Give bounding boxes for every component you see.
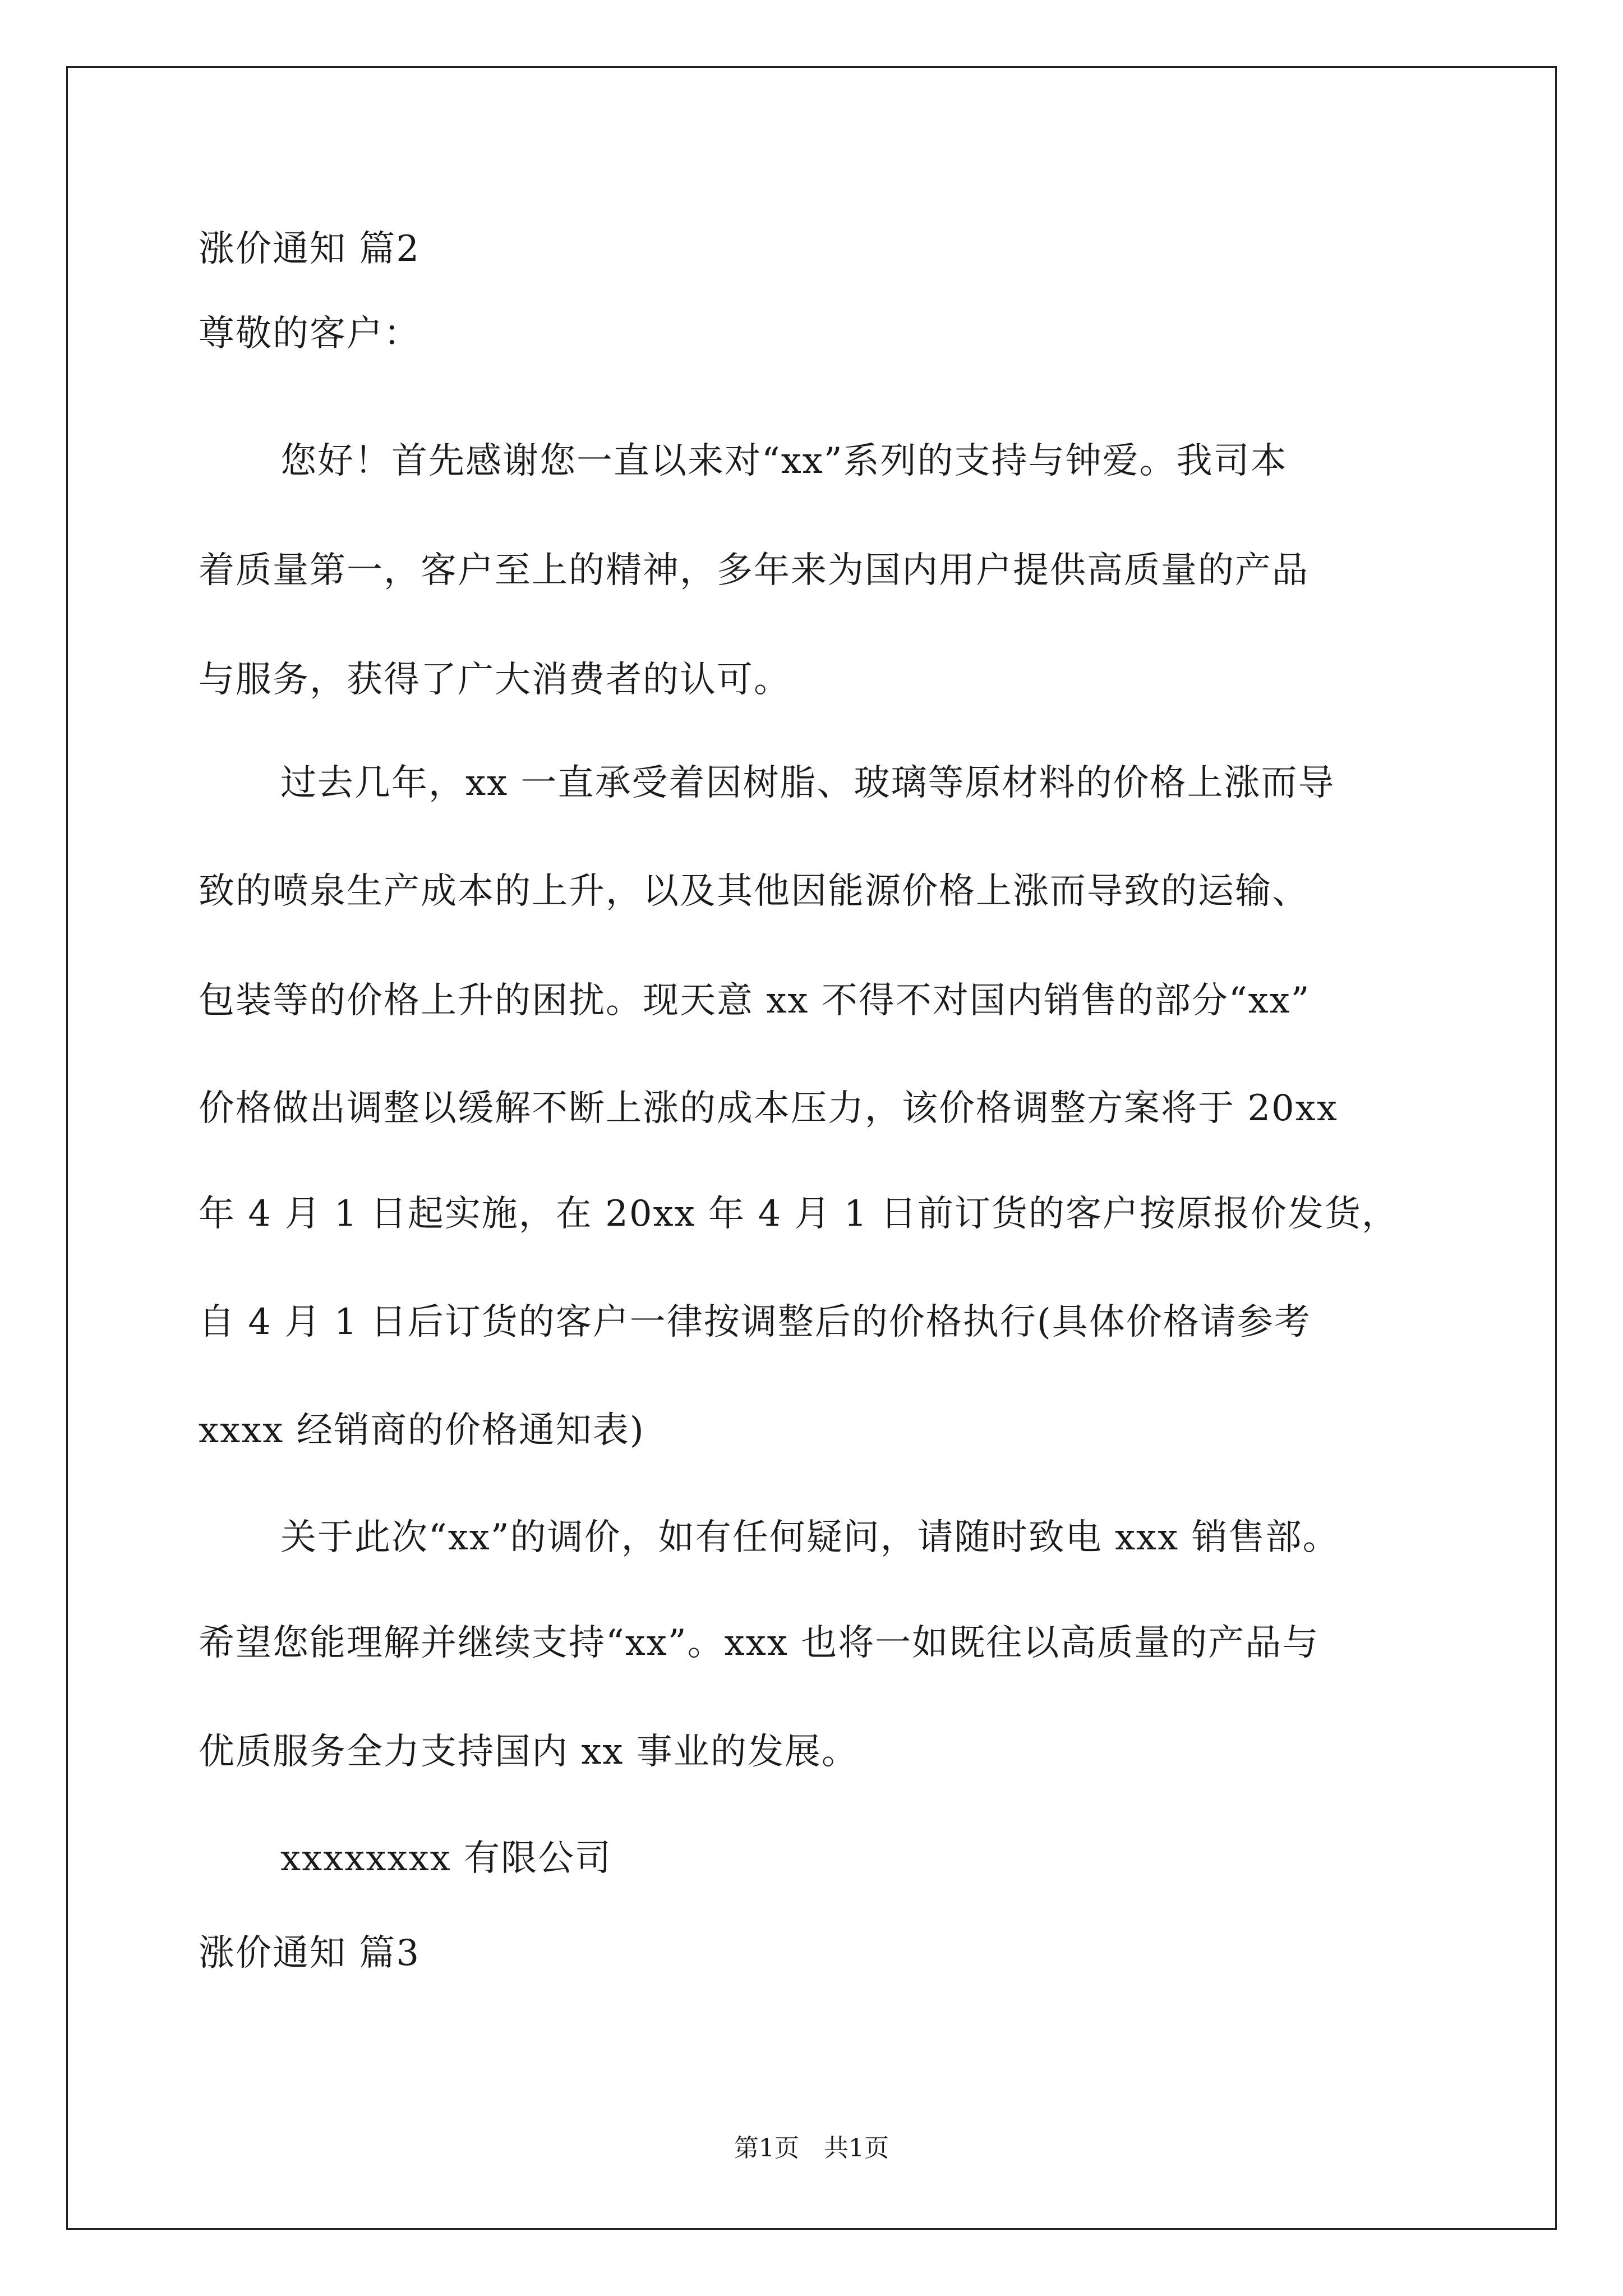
paragraph-line: 希望您能理解并继续支持“xx”。xxx 也将一如既往以高质量的产品与 [199, 1622, 1320, 1664]
page-number-footer: 第1页 共1页 [734, 2134, 889, 2162]
section-heading: 涨价通知 篇2 [199, 228, 421, 270]
company-signature: xxxxxxxx 有限公司 [280, 1838, 612, 1879]
paragraph-line: 过去几年，xx 一直承受着因树脂、玻璃等原材料的价格上涨而导 [280, 762, 1335, 804]
paragraph-line: 您好！首先感谢您一直以来对“xx”系列的支持与钟爱。我司本 [280, 440, 1288, 482]
paragraph-line: 年 4 月 1 日起实施，在 20xx 年 4 月 1 日前订货的客户按原报价发货， [199, 1193, 1399, 1235]
section-heading: 涨价通知 篇3 [199, 1932, 421, 1974]
salutation: 尊敬的客户： [199, 313, 421, 355]
paragraph-line: 包装等的价格上升的困扰。现天意 xx 不得不对国内销售的部分“xx” [199, 980, 1311, 1022]
paragraph-line: 与服务，获得了广大消费者的认可。 [199, 659, 791, 701]
paragraph-line: 关于此次“xx”的调价，如有任何疑问，请随时致电 xxx 销售部。 [280, 1517, 1340, 1558]
paragraph-line: xxxx 经销商的价格通知表) [199, 1410, 645, 1451]
paragraph-line: 价格做出调整以缓解不断上涨的成本压力，该价格调整方案将于 20xx [199, 1088, 1338, 1129]
paragraph-line: 致的喷泉生产成本的上升，以及其他因能源价格上涨而导致的运输、 [199, 871, 1309, 912]
paragraph-line: 优质服务全力支持国内 xx 事业的发展。 [199, 1731, 859, 1773]
paragraph-line: 着质量第一，客户至上的精神，多年来为国内用户提供高质量的产品 [199, 550, 1309, 591]
paragraph-line: 自 4 月 1 日后订货的客户一律按调整后的价格执行(具体价格请参考 [199, 1301, 1311, 1343]
page-border [66, 66, 1557, 2230]
